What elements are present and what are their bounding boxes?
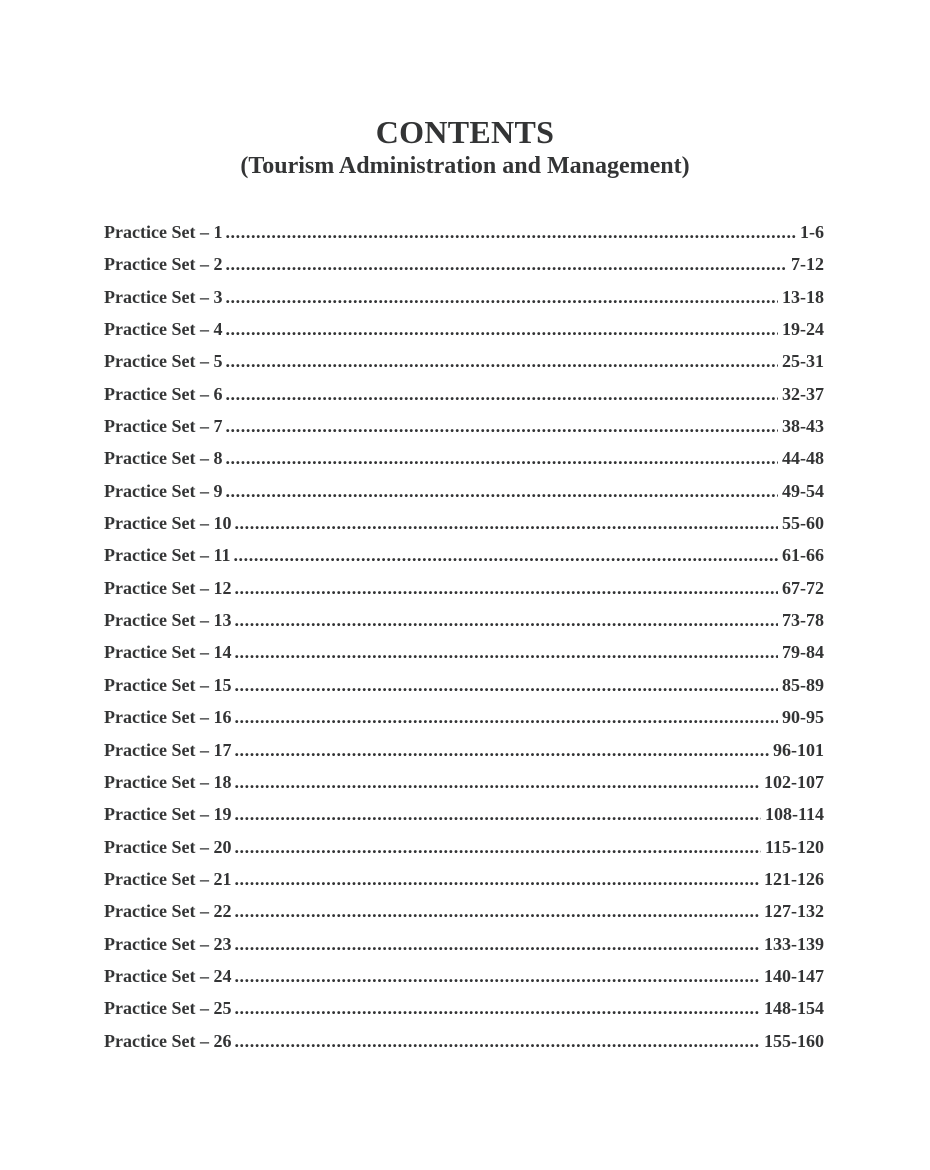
toc-entry-pages: 121-126 <box>764 868 824 889</box>
toc-entry-label: Practice Set – 2 <box>104 254 223 275</box>
page-subtitle: (Tourism Administration and Management) <box>240 153 690 179</box>
dot-leader <box>234 995 760 1021</box>
toc-entry-23[interactable] <box>104 931 824 963</box>
toc-entry-pages: 90-95 <box>782 707 824 728</box>
toc-entry-label: Practice Set – 11 <box>104 545 231 566</box>
dot-leader <box>225 219 796 245</box>
dot-leader <box>233 542 778 568</box>
toc-entry-pages: 155-160 <box>764 1030 824 1051</box>
toc-entry-pages: 79-84 <box>782 642 824 663</box>
dot-leader <box>234 801 761 827</box>
dot-leader <box>225 381 778 407</box>
dot-leader <box>234 963 760 989</box>
toc-entry-pages: 67-72 <box>782 577 824 598</box>
toc-entry-label: Practice Set – 22 <box>104 901 232 922</box>
dot-leader <box>225 413 778 439</box>
toc-entry-label: Practice Set – 23 <box>104 933 232 954</box>
toc-entry-label: Practice Set – 24 <box>104 965 232 986</box>
toc-entry-label: Practice Set – 17 <box>104 739 232 760</box>
dot-leader <box>234 737 769 763</box>
toc-entry-20[interactable] <box>104 834 824 866</box>
toc-entry-label: Practice Set – 12 <box>104 577 232 598</box>
toc-entry-5[interactable] <box>104 348 824 380</box>
toc-entry-13[interactable] <box>104 607 824 639</box>
toc-entry-label: Practice Set – 18 <box>104 771 232 792</box>
toc-entry-pages: 133-139 <box>764 933 824 954</box>
toc-entry-pages: 140-147 <box>764 965 824 986</box>
toc-entry-25[interactable] <box>104 995 824 1027</box>
toc-entry-18[interactable] <box>104 769 824 801</box>
toc-entry-label: Practice Set – 21 <box>104 868 232 889</box>
toc-entry-pages: 108-114 <box>764 804 824 825</box>
toc-entry-4[interactable] <box>104 316 824 348</box>
toc-entry-label: Practice Set – 16 <box>104 707 232 728</box>
toc-entry-8[interactable] <box>104 445 824 477</box>
dot-leader <box>234 575 778 601</box>
toc-entry-pages: 49-54 <box>782 480 824 501</box>
toc-entry-22[interactable] <box>104 898 824 930</box>
toc-entry-24[interactable] <box>104 963 824 995</box>
dot-leader <box>234 704 778 730</box>
toc-entry-21[interactable] <box>104 866 824 898</box>
toc-entry-26[interactable] <box>104 1028 824 1060</box>
toc-entry-pages: 85-89 <box>782 674 824 695</box>
dot-leader <box>225 316 778 342</box>
toc-entry-label: Practice Set – 3 <box>104 286 223 307</box>
toc-entry-11[interactable] <box>104 542 824 574</box>
dot-leader <box>234 898 760 924</box>
toc-entry-pages: 55-60 <box>782 513 824 534</box>
dot-leader <box>234 931 760 957</box>
toc-entry-label: Practice Set – 25 <box>104 998 232 1019</box>
toc-entry-pages: 32-37 <box>782 383 824 404</box>
table-of-contents <box>104 219 824 1060</box>
toc-entry-pages: 73-78 <box>782 610 824 631</box>
toc-entry-pages: 25-31 <box>782 351 824 372</box>
toc-entry-pages: 7-12 <box>791 254 824 275</box>
toc-entry-label: Practice Set – 26 <box>104 1030 232 1051</box>
toc-entry-pages: 96-101 <box>773 739 824 760</box>
dot-leader <box>225 348 778 374</box>
toc-entry-label: Practice Set – 4 <box>104 319 223 340</box>
dot-leader <box>225 284 778 310</box>
dot-leader <box>225 445 778 471</box>
toc-entry-pages: 148-154 <box>764 998 824 1019</box>
toc-entry-pages: 13-18 <box>782 286 824 307</box>
toc-entry-9[interactable] <box>104 478 824 510</box>
toc-entry-pages: 38-43 <box>782 416 824 437</box>
toc-entry-label: Practice Set – 7 <box>104 416 223 437</box>
toc-entry-pages: 61-66 <box>782 545 824 566</box>
toc-entry-7[interactable] <box>104 413 824 445</box>
dot-leader <box>225 478 778 504</box>
toc-entry-label: Practice Set – 6 <box>104 383 223 404</box>
dot-leader <box>225 251 787 277</box>
toc-entry-19[interactable] <box>104 801 824 833</box>
toc-entry-1[interactable] <box>104 219 824 251</box>
toc-entry-label: Practice Set – 14 <box>104 642 232 663</box>
toc-entry-label: Practice Set – 13 <box>104 610 232 631</box>
toc-entry-label: Practice Set – 15 <box>104 674 232 695</box>
toc-entry-pages: 115-120 <box>764 836 824 857</box>
toc-entry-6[interactable] <box>104 381 824 413</box>
toc-entry-pages: 1-6 <box>800 222 824 242</box>
dot-leader <box>234 834 761 860</box>
toc-entry-2[interactable] <box>104 251 824 283</box>
toc-entry-12[interactable] <box>104 575 824 607</box>
dot-leader <box>234 607 778 633</box>
toc-entry-pages: 127-132 <box>764 901 824 922</box>
toc-entry-pages: 19-24 <box>782 319 824 340</box>
page-title: CONTENTS <box>375 114 555 150</box>
toc-entry-pages: 44-48 <box>782 448 824 469</box>
toc-entry-label: Practice Set – 8 <box>104 448 223 469</box>
dot-leader <box>234 672 778 698</box>
toc-entry-label: Practice Set – 5 <box>104 351 223 372</box>
toc-entry-label: Practice Set – 9 <box>104 480 223 501</box>
toc-entry-15[interactable] <box>104 672 824 704</box>
toc-entry-label: Practice Set – 19 <box>104 804 232 825</box>
toc-entry-14[interactable] <box>104 639 824 671</box>
dot-leader <box>234 639 778 665</box>
dot-leader <box>234 1028 760 1054</box>
toc-entry-label: Practice Set – 1 <box>104 222 223 242</box>
toc-entry-17[interactable] <box>104 737 824 769</box>
dot-leader <box>234 866 760 892</box>
dot-leader <box>234 510 778 536</box>
toc-entry-label: Practice Set – 10 <box>104 513 232 534</box>
dot-leader <box>234 769 760 795</box>
toc-entry-3[interactable] <box>104 284 824 316</box>
toc-entry-label: Practice Set – 20 <box>104 836 232 857</box>
toc-entry-16[interactable] <box>104 704 824 736</box>
toc-entry-pages: 102-107 <box>764 771 824 792</box>
toc-entry-10[interactable] <box>104 510 824 542</box>
